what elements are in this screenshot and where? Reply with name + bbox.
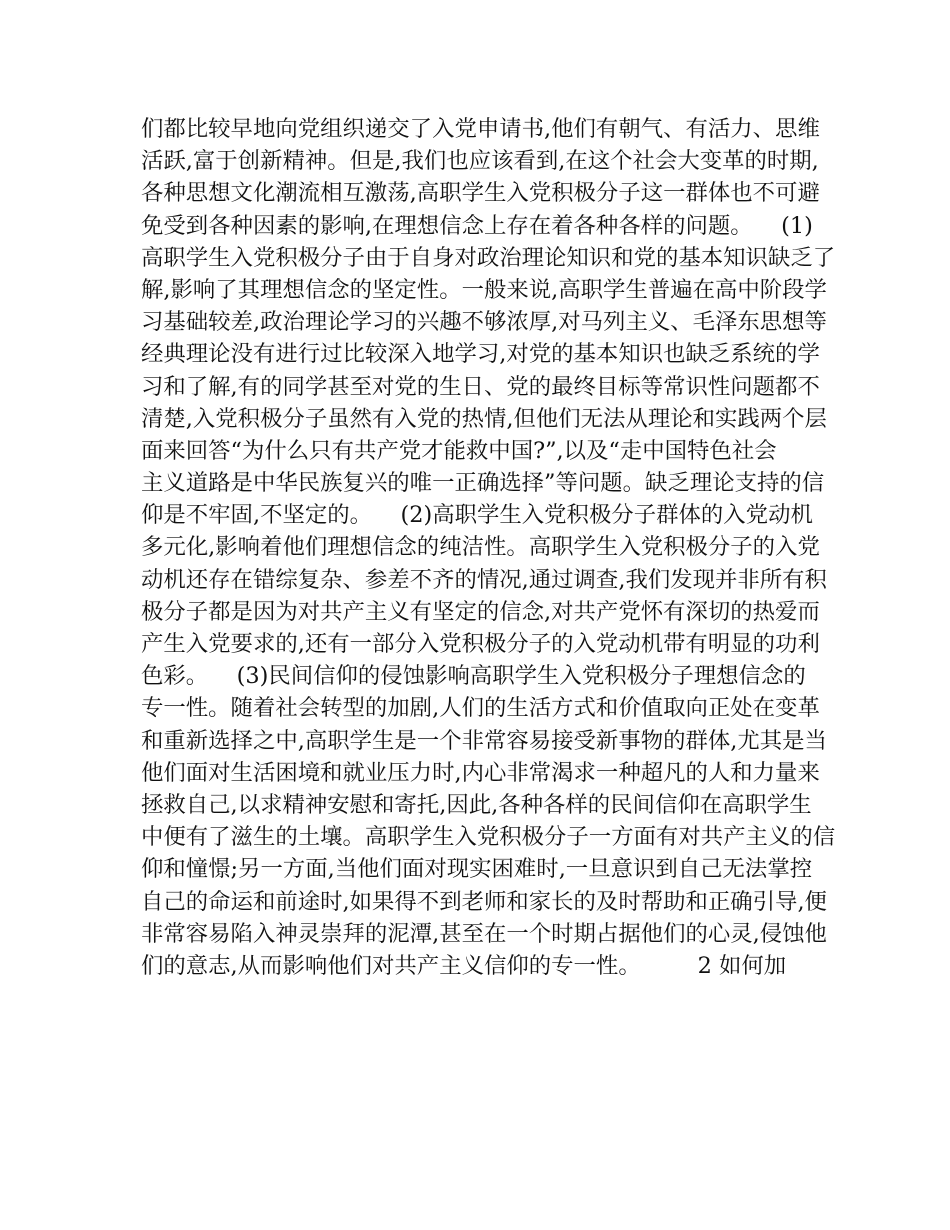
text-line: 产生入党要求的,还有一部分入党积极分子的入党动机带有明显的功利 (141, 631, 820, 657)
text-line: 中便有了滋生的土壤。高职学生入党积极分子一方面有对共产主义的信 (141, 824, 836, 851)
text-line: 面来回答“为什么只有共产党才能救中国?”,以及“走中国特色社会 (141, 437, 777, 464)
text-line: 习基础较差,政治理论学习的兴趣不够浓厚,对马列主义、毛泽东思想等 (141, 309, 827, 336)
text-line: 仰和憧憬;另一方面,当他们面对现实困难时,一旦意识到自己无法掌控 (141, 856, 813, 883)
text-line: 专一性。随着社会转型的加剧,人们的生活方式和价值取向正处在变革 (141, 695, 820, 722)
text-line: 高职学生入党积极分子由于自身对政治理论知识和党的基本知识缺乏了 (141, 244, 836, 271)
text-line: 多元化,影响着他们理想信念的纯洁性。高职学生入党积极分子的入党 (141, 534, 820, 561)
text-line: 色彩。 (3)民间信仰的侵蚀影响高职学生入党积极分子理想信念的 (141, 663, 806, 690)
text-line: 他们面对生活困境和就业压力时,内心非常渴求一种超凡的人和力量来 (141, 759, 820, 786)
text-line: 自己的命运和前途时,如果得不到老师和家长的及时帮助和正确引导,便 (141, 888, 827, 915)
text-line: 们的意志,从而影响他们对共产主义信仰的专一性。 2 如何加 (141, 952, 787, 979)
text-line: 活跃,富于创新精神。但是,我们也应该看到,在这个社会大变革的时期, (141, 148, 819, 175)
text-line: 习和了解,有的同学甚至对党的生日、党的最终目标等常识性问题都不 (141, 373, 820, 400)
text-line: 经典理论没有进行过比较深入地学习,对党的基本知识也缺乏系统的学 (141, 341, 820, 368)
text-line: 免受到各种因素的影响,在理想信念上存在着各种各样的问题。 (1) (141, 212, 813, 239)
text-line: 们都比较早地向党组织递交了入党申请书,他们有朝气、有活力、思维 (141, 116, 820, 142)
text-line: 各种思想文化潮流相互激荡,高职学生入党积极分子这一群体也不可避 (141, 180, 820, 207)
text-line: 动机还存在错综复杂、参差不齐的情况,通过调查,我们发现并非所有积 (141, 566, 827, 593)
text-line: 和重新选择之中,高职学生是一个非常容易接受新事物的群体,尤其是当 (141, 727, 827, 754)
text-line: 仰是不牢固,不坚定的。 (2)高职学生入党积极分子群体的入党动机 (141, 502, 813, 529)
text-line: 极分子都是因为对共产主义有坚定的信念,对共产党怀有深切的热爱而 (141, 598, 820, 625)
text-line: 解,影响了其理想信念的坚定性。一般来说,高职学生普遍在高中阶段学 (141, 276, 827, 303)
text-line: 拯救自己,以求精神安慰和寄托,因此,各种各样的民间信仰在高职学生 (141, 791, 812, 818)
text-line: 非常容易陷入神灵崇拜的泥潭,甚至在一个时期占据他们的心灵,侵蚀他 (141, 920, 827, 947)
text-line: 清楚,入党积极分子虽然有入党的热情,但他们无法从理论和实践两个层 (141, 405, 827, 432)
text-line: 主义道路是中华民族复兴的唯一正确选择”等问题。缺乏理论支持的信 (141, 470, 825, 497)
body-text (141, 113, 836, 982)
